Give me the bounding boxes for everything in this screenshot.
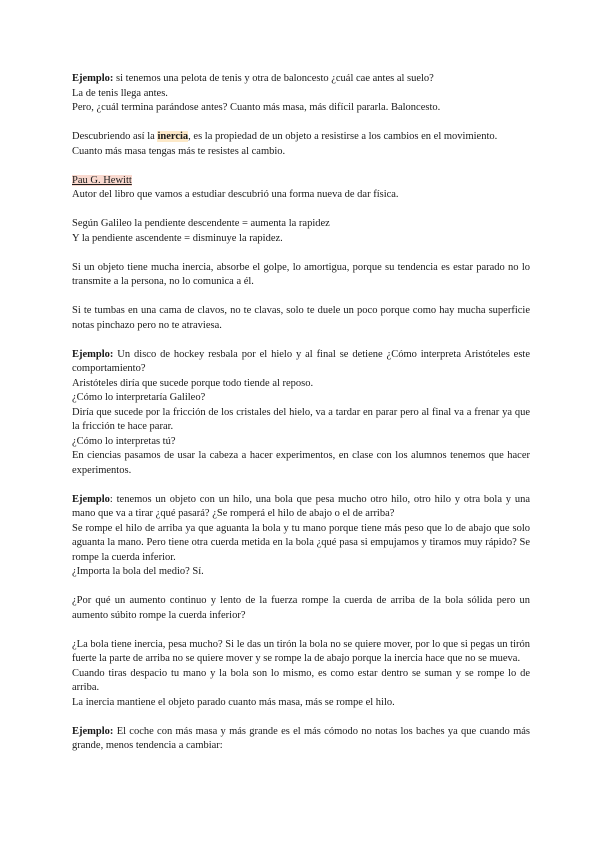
paragraph-hockey-example bbox=[72, 348, 530, 377]
text-line: Pero, ¿cuál termina parándose antes? Cuanto más masa, más difícil pararla. Baloncesto. bbox=[72, 102, 441, 113]
text-line: El coche con más masa y más grande es el más cómodo no notas los baches ya que cuando más grande, menos tendencia a cambiar: bbox=[72, 725, 530, 751]
paragraph-ball-inertia: ¿La bola tiene inercia, pesa mucho? Si le das un tirón la bola no se quiere mover, por lo que si pegas un tirón fuerte la parte de arriba no se quiere mover y se rompe la de abajo porque la inercia hace que no se mueva. bbox=[72, 638, 530, 664]
text-line: si tenemos una pelota de tenis y otra de baloncesto ¿cuál cae antes al suelo? bbox=[113, 73, 434, 84]
text-line: En ciencias pasamos de usar la cabeza a hacer experimentos, en clase con los alumnos tenemos que hacer experimentos. bbox=[72, 450, 530, 476]
text-line: ¿Cómo lo interpretas tú? bbox=[72, 435, 176, 447]
author-name: Pau G. Hewitt bbox=[72, 174, 132, 186]
example-label: Ejemplo bbox=[72, 493, 110, 505]
text-line: Y la pendiente ascendente = disminuye la rapidez. bbox=[72, 232, 283, 244]
example-label: Ejemplo: bbox=[72, 73, 114, 84]
example-label: Ejemplo: bbox=[72, 725, 114, 737]
text-line: Autor del libro que vamos a estudiar descubrió una forma nueva de dar física. bbox=[72, 189, 399, 200]
example-label: Ejemplo: bbox=[72, 348, 114, 360]
text-line: ¿Cómo lo interpretaría Galileo? bbox=[72, 392, 206, 403]
paragraph-tennis-example bbox=[72, 72, 530, 87]
document-body bbox=[72, 72, 530, 754]
text-line: Cuando tiras despacio tu mano y la bola son lo mismo, es como estar dentro se suman y se rompe lo de arriba. bbox=[72, 667, 530, 693]
text-line: Aristóteles diría que sucede porque todo tiende al reposo. bbox=[72, 377, 314, 389]
paragraph-absorb-impact: Si un objeto tiene mucha inercia, absorbe el golpe, lo amortigua, porque su tendencia es estar parado no lo transmite a la persona, no lo comunica a él. bbox=[72, 261, 530, 287]
text-line: : tenemos un objeto con un hilo, una bola que pesa mucho otro hilo, otro hilo y otra bola y una mano que va a tirar ¿qué pasará? ¿Se romperá el hilo de abajo o el de arriba? bbox=[72, 493, 530, 519]
text-line: ¿Importa la bola del medio? Sí. bbox=[72, 566, 204, 577]
paragraph-force-question: ¿Por qué un aumento continuo y lento de la fuerza rompe la cuerda de arriba de la bola sólida pero un aumento súbito rompe la cuerda inferior? bbox=[72, 595, 530, 621]
text-line: Descubriendo así la bbox=[72, 131, 158, 142]
text-line: Se rompe el hilo de arriba ya que aguanta la bola y tu mano porque tiene más peso que lo de abajo que solo aguanta la mano. Pero tiene otra cuerda metida en la bola ¿qué pasa si empujamos y tiramos muy rápido? Se rompe la cuerda inferior. bbox=[72, 522, 530, 563]
paragraph-car-example bbox=[72, 725, 530, 754]
highlighted-term-inercia: inercia bbox=[157, 131, 189, 142]
paragraph-inertia-definition bbox=[72, 130, 530, 145]
paragraph-thread-example bbox=[72, 493, 530, 522]
text-line: Cuanto más masa tengas más te resistes al cambio. bbox=[72, 145, 286, 157]
text-line: , es la propiedad de un objeto a resistirse a los cambios en el movimiento. bbox=[188, 131, 498, 142]
text-line: Diría que sucede por la fricción de los cristales del hielo, va a tardar en parar pero al final va a frenar ya que la fricción te hace parar. bbox=[72, 406, 530, 432]
author-heading-line bbox=[72, 174, 530, 189]
text-line: La de tenis llega antes. bbox=[72, 87, 168, 99]
paragraph-bed-of-nails: Si te tumbas en una cama de clavos, no te clavas, solo te duele un poco porque como hay mucha superficie notas pinchazo pero no te atraviesa. bbox=[72, 305, 530, 331]
text-line: La inercia mantiene el objeto parado cuanto más masa, más se rompe el hilo. bbox=[72, 696, 395, 708]
text-line: Un disco de hockey resbala por el hielo y al final se detiene ¿Cómo interpreta Aristóteles este comportamiento? bbox=[72, 348, 530, 374]
text-line: Según Galileo la pendiente descendente = aumenta la rapidez bbox=[72, 218, 330, 229]
